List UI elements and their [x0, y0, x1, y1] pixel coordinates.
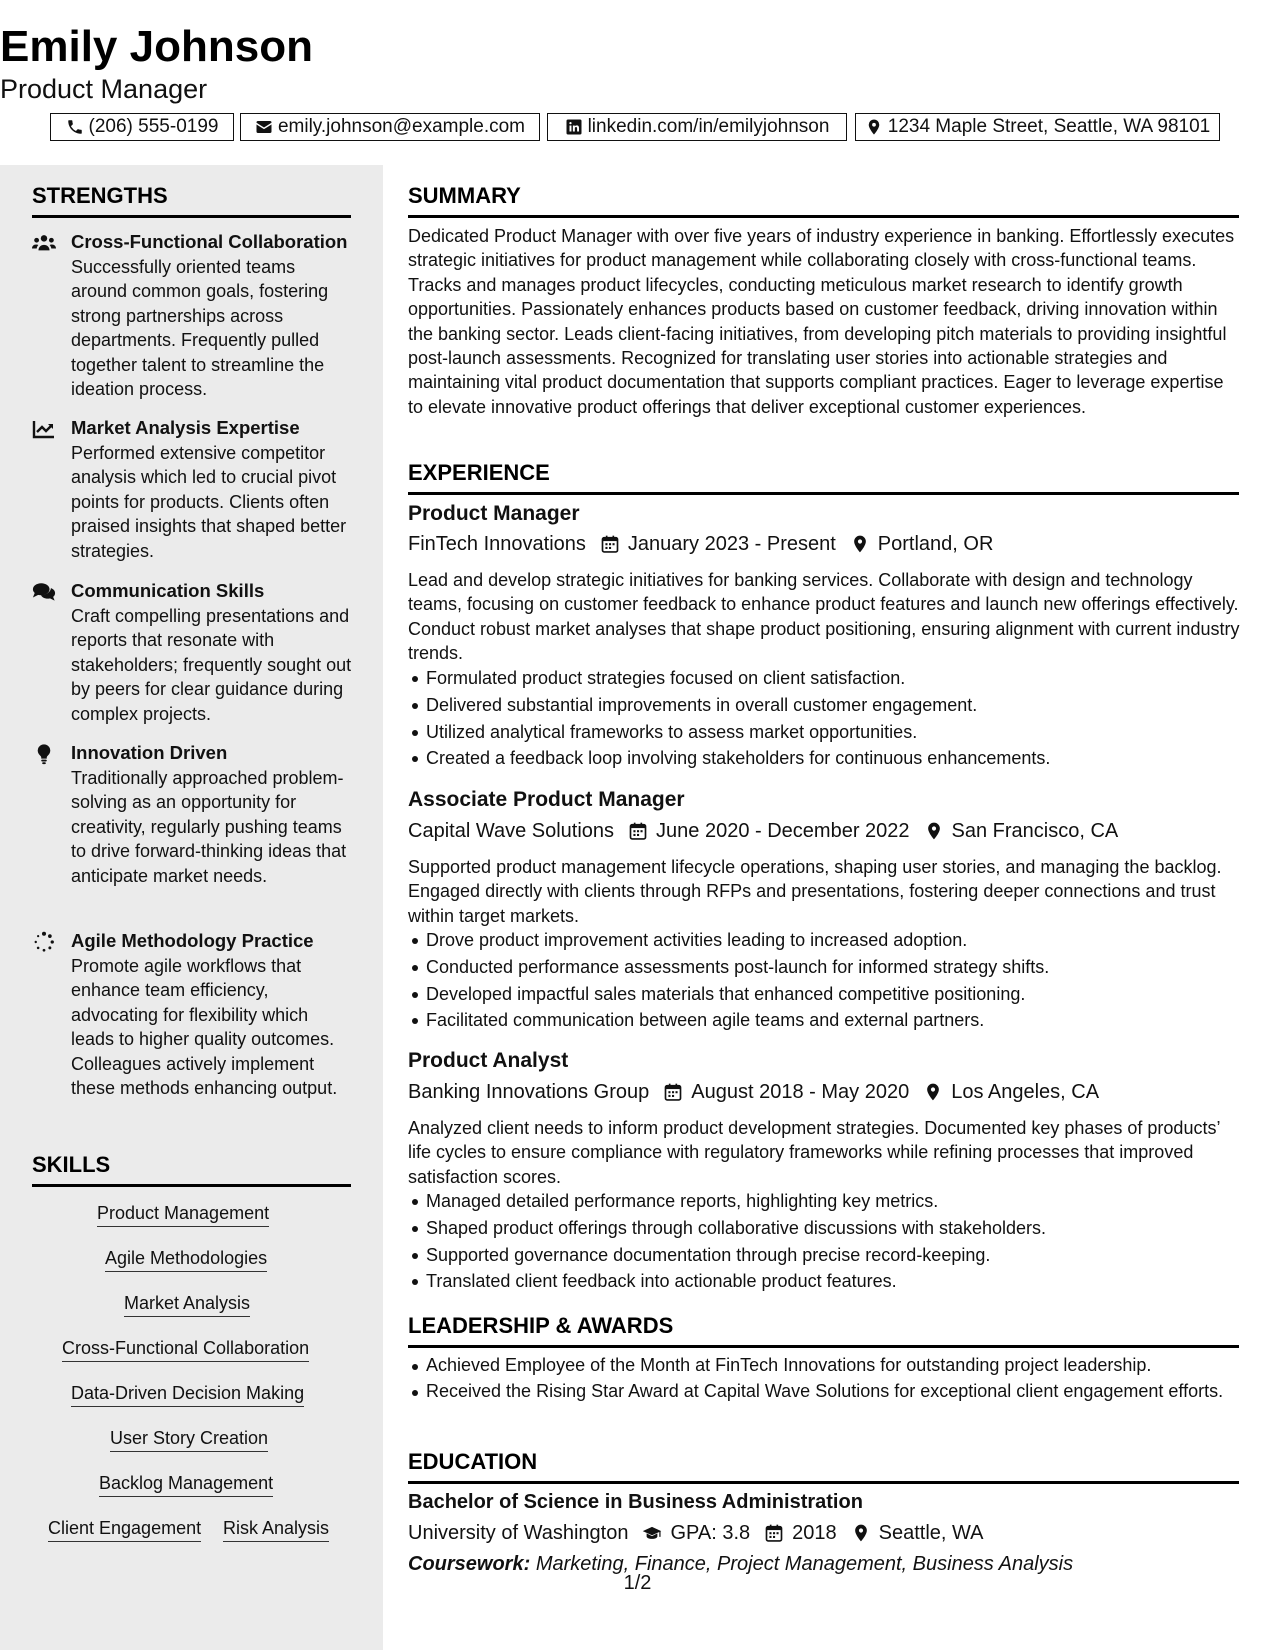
job-location: Portland, OR [877, 533, 994, 555]
list-item: Received the Rising Star Award at Capital Wave Solutions for exceptional client engagement efforts. [426, 1379, 1256, 1403]
contact-address[interactable] [855, 113, 1220, 141]
contact-address-text: 1234 Maple Street, Seattle, WA 98101 [887, 116, 1211, 137]
candidate-name: Emily Johnson [0, 22, 313, 71]
list-item: Facilitated communication between agile teams and external partners. [426, 1007, 1256, 1034]
education-meta [408, 1520, 984, 1546]
job-meta [408, 531, 993, 557]
education-location: Seattle, WA [878, 1522, 984, 1544]
awards-list [408, 1353, 1256, 1404]
skill-tag: User Story Creation [110, 1427, 268, 1452]
coursework-list: Marketing, Finance, Project Management, Business Analysis [535, 1553, 1074, 1575]
job-company: Banking Innovations Group [408, 1081, 650, 1103]
job-bullets [408, 1188, 1256, 1295]
job-dates: June 2020 - December 2022 [656, 820, 910, 842]
list-item: Formulated product strategies focused on client satisfaction. [426, 665, 1256, 692]
list-item: Created a feedback loop involving stakeholders for continuous enhancements. [426, 745, 1256, 772]
job-title: Product Analyst [408, 1049, 569, 1072]
strength-title: Market Analysis Expertise [71, 417, 300, 438]
list-item: Achieved Employee of the Month at FinTech Innovations for outstanding project leadership. [426, 1353, 1256, 1377]
job-location: San Francisco, CA [951, 820, 1119, 842]
graduation-cap-icon [642, 1523, 662, 1543]
school-name: University of Washington [408, 1522, 629, 1544]
map-marker-icon [865, 118, 883, 136]
comments-icon [32, 581, 56, 603]
chart-line-icon [32, 418, 56, 440]
job-bullets [408, 665, 1256, 772]
users-icon [32, 232, 56, 254]
job-meta [408, 818, 1118, 844]
skill-tag: Market Analysis [124, 1292, 250, 1317]
job-meta [408, 1079, 1099, 1105]
contact-phone-text: (206) 555-0199 [88, 116, 219, 137]
strength-desc: Craft compelling presentations and reports that resonate with stakeholders; frequently sought out by peers for clear guidance during complex projects. [71, 606, 352, 724]
map-marker-icon [851, 1523, 871, 1543]
skills-heading: SKILLS [32, 1152, 351, 1187]
list-item: Developed impactful sales materials that enhanced competitive positioning. [426, 981, 1256, 1008]
page-number: 1/2 [623, 1572, 652, 1594]
summary-text: Dedicated Product Manager with over five years of industry experience in banking. Effortlessly executes strategic initiatives for product management while collaborating closely with cross-functional teams. Tracks and manages product lifecycles, conducting meticulous market research to identify growth opportunities. Passionately enhances products based on customer feedback, driving innovation within the banking sector. Leads client-facing initiatives, from developing pitch materials to providing insightful post-launch assessments. Recognized for translating user stories into actionable strategies and maintaining vital product documentation that supports compliant practices. Eager to leverage expertise to elevate innovative product offerings that deliver exceptional customer experiences. [408, 226, 1235, 417]
strength-desc: Performed extensive competitor analysis which led to crucial pivot points for products. Clients often praised insights that shaped better strategies. [71, 443, 347, 561]
calendar-icon [628, 821, 648, 841]
strength-title: Communication Skills [71, 580, 265, 601]
job-location: Los Angeles, CA [951, 1081, 1100, 1103]
strength-title: Innovation Driven [71, 742, 228, 763]
graduation-year: 2018 [792, 1522, 837, 1544]
lightbulb-icon [32, 743, 56, 765]
skill-tag: Risk Analysis [223, 1517, 329, 1542]
spinner-icon [32, 931, 56, 953]
job-company: Capital Wave Solutions [408, 820, 615, 842]
job-bullets [408, 927, 1256, 1034]
skill-tag: Product Management [97, 1202, 269, 1227]
map-marker-icon [924, 821, 944, 841]
strengths-heading: STRENGTHS [32, 183, 351, 218]
calendar-icon [600, 534, 620, 554]
skill-tag: Backlog Management [99, 1472, 273, 1497]
map-marker-icon [923, 1082, 943, 1102]
summary-heading: SUMMARY [408, 183, 1239, 218]
skill-tag: Cross-Functional Collaboration [62, 1337, 309, 1362]
contact-linkedin[interactable] [547, 113, 847, 141]
contact-email[interactable] [240, 113, 540, 141]
education-heading: EDUCATION [408, 1449, 1239, 1484]
experience-heading: EXPERIENCE [408, 460, 1239, 495]
job-description: Lead and develop strategic initiatives for banking services. Collaborate with design and technology teams, focusing on customer feedback to enhance product features and launch new offerings effectively. Conduct robust market analyses that shape product positioning, ensuring alignment with current industry trends. [408, 570, 1240, 664]
strength-title: Cross-Functional Collaboration [71, 231, 348, 252]
awards-heading: LEADERSHIP & AWARDS [408, 1313, 1239, 1348]
list-item: Utilized analytical frameworks to assess market opportunities. [426, 719, 1256, 746]
list-item: Drove product improvement activities leading to increased adoption. [426, 927, 1256, 954]
job-description: Supported product management lifecycle operations, shaping user stories, and managing the backlog. Engaged directly with clients through RFPs and presentations, fostering deeper connections and trust within target markets. [408, 857, 1222, 926]
strength-desc: Traditionally approached problem-solving as an opportunity for creativity, regularly pushing teams to drive forward-thinking ideas that anticipate market needs. [71, 768, 347, 886]
list-item: Conducted performance assessments post-launch for informed strategy shifts. [426, 954, 1256, 981]
strength-desc: Successfully oriented teams around common goals, fostering strong partnerships across departments. Frequently pulled together talent to streamline the ideation process. [71, 257, 329, 400]
degree-title: Bachelor of Science in Business Administration [408, 1491, 863, 1513]
map-marker-icon [850, 534, 870, 554]
envelope-icon [255, 118, 273, 136]
gpa: GPA: 3.8 [670, 1522, 751, 1544]
list-item: Managed detailed performance reports, highlighting key metrics. [426, 1188, 1256, 1215]
contact-linkedin-text: linkedin.com/in/emilyjohnson [587, 116, 830, 137]
job-dates: January 2023 - Present [627, 533, 836, 555]
list-item: Delivered substantial improvements in overall customer engagement. [426, 692, 1256, 719]
job-title: Associate Product Manager [408, 788, 685, 811]
list-item: Shaped product offerings through collaborative discussions with stakeholders. [426, 1215, 1256, 1242]
linkedin-icon [565, 118, 583, 136]
list-item: Supported governance documentation through precise record-keeping. [426, 1242, 1256, 1269]
job-title: Product Manager [408, 502, 580, 525]
skill-tag: Data-Driven Decision Making [71, 1382, 304, 1407]
strength-title: Agile Methodology Practice [71, 930, 314, 951]
contact-bar [0, 113, 1275, 145]
list-item: Translated client feedback into actionable product features. [426, 1268, 1256, 1295]
job-dates: August 2018 - May 2020 [691, 1081, 910, 1103]
strength-desc: Promote agile workflows that enhance team efficiency, advocating for flexibility which leads to higher quality outcomes. Colleagues actively implement these methods enhancing output. [71, 956, 338, 1099]
calendar-icon [663, 1082, 683, 1102]
calendar-icon [764, 1523, 784, 1543]
skill-tag: Agile Methodologies [105, 1247, 267, 1272]
contact-email-text: emily.johnson@example.com [277, 116, 526, 137]
coursework-label: Coursework: [408, 1553, 531, 1575]
contact-phone[interactable] [50, 113, 234, 141]
job-company: FinTech Innovations [408, 533, 586, 555]
job-description: Analyzed client needs to inform product development strategies. Documented key phases of products’ life cycles to ensure compliance with regulatory frameworks while refining processes that improved satisfaction scores. [408, 1118, 1220, 1187]
candidate-title: Product Manager [0, 74, 208, 104]
skill-tag: Client Engagement [48, 1517, 201, 1542]
phone-icon [66, 118, 84, 136]
